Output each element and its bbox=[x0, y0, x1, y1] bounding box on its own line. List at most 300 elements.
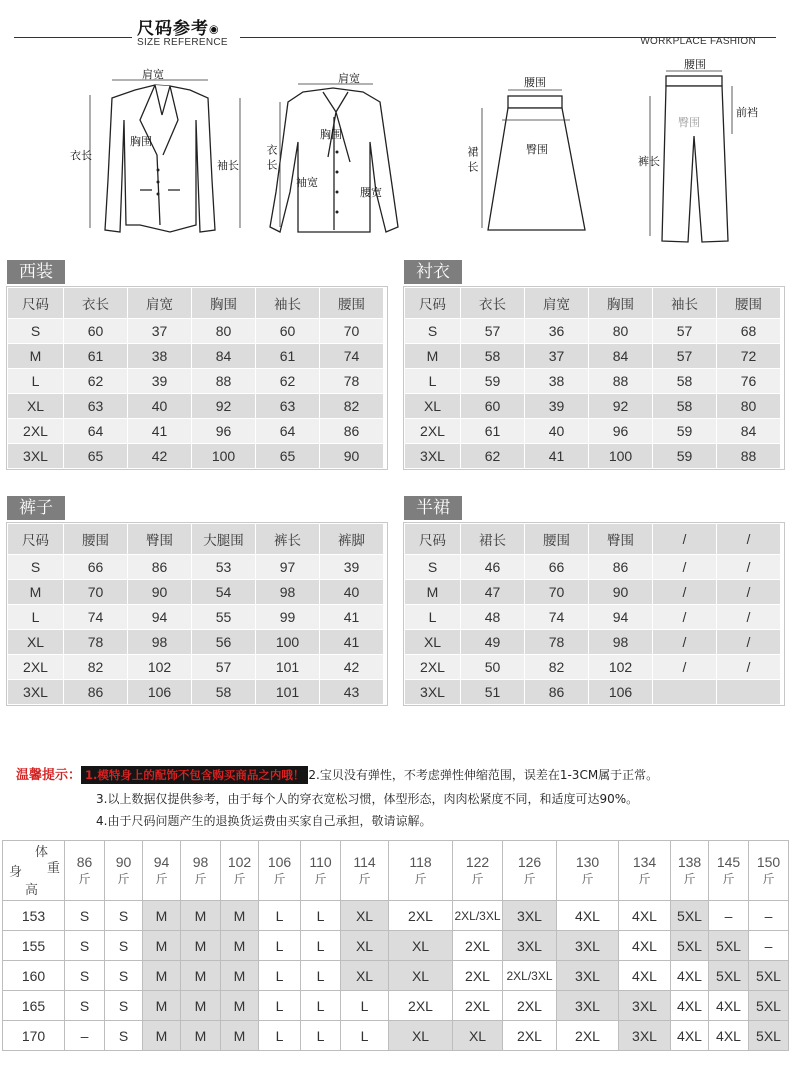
weight-unit: 斤 bbox=[523, 871, 536, 886]
table-row bbox=[405, 555, 781, 580]
pants-table-title: 裤子 bbox=[7, 496, 65, 520]
table-cell: S bbox=[405, 319, 461, 344]
height-row bbox=[3, 1021, 789, 1051]
table-cell: 100 bbox=[589, 444, 653, 469]
chart-corner bbox=[3, 841, 65, 901]
table-cell: 43 bbox=[320, 680, 384, 705]
shirt-sleeve-label: 袖宽 bbox=[296, 176, 318, 189]
corner-label: 身 bbox=[9, 864, 23, 879]
weight-unit: 斤 bbox=[414, 871, 427, 886]
table-cell: 57 bbox=[653, 319, 717, 344]
shirt-diagram bbox=[258, 62, 418, 247]
table-cell: 68 bbox=[717, 319, 781, 344]
weight-unit: 斤 bbox=[358, 871, 371, 886]
weight-unit: 斤 bbox=[762, 871, 775, 886]
size-cell: XL bbox=[453, 1021, 503, 1051]
height-row bbox=[3, 991, 789, 1021]
size-cell: – bbox=[65, 1021, 105, 1051]
header-tagline: WORKPLACE FASHION bbox=[640, 36, 756, 47]
table-cell: / bbox=[717, 655, 781, 680]
table-cell: 39 bbox=[128, 369, 192, 394]
weight-unit: 斤 bbox=[722, 871, 735, 886]
weight-value: 110 bbox=[309, 853, 332, 870]
size-cell: S bbox=[65, 991, 105, 1021]
size-cell: 2XL/3XL bbox=[503, 961, 557, 991]
table-cell: 65 bbox=[256, 444, 320, 469]
table-cell: 78 bbox=[64, 630, 128, 655]
table-cell: 57 bbox=[461, 319, 525, 344]
table-cell: 74 bbox=[525, 605, 589, 630]
shirt-size-table bbox=[403, 260, 785, 470]
skirt-length-label: 裙长 bbox=[466, 146, 479, 176]
column-header: 胸围 bbox=[589, 288, 653, 319]
table-cell: L bbox=[8, 605, 64, 630]
weight-value: 145 bbox=[716, 853, 741, 870]
table-row bbox=[8, 444, 384, 469]
weight-unit: 斤 bbox=[314, 871, 327, 886]
weight-column-header bbox=[709, 841, 749, 901]
size-cell: M bbox=[143, 931, 181, 961]
table-row bbox=[405, 369, 781, 394]
table-cell: L bbox=[405, 369, 461, 394]
weight-column-header bbox=[143, 841, 181, 901]
shirt-shoulder-label: 肩宽 bbox=[338, 72, 360, 85]
size-cell: 5XL bbox=[749, 991, 789, 1021]
tip-line-3: 4.由于尺码问题产生的退换货运费由买家自己承担，敬请谅解。 bbox=[96, 814, 432, 828]
suit-table-title: 西装 bbox=[7, 260, 65, 284]
table-row bbox=[8, 680, 384, 705]
header-rule-left bbox=[14, 37, 132, 38]
table-cell: 97 bbox=[256, 555, 320, 580]
table-cell: XL bbox=[405, 630, 461, 655]
weight-column-header bbox=[671, 841, 709, 901]
height-value: 153 bbox=[3, 901, 65, 931]
table-row bbox=[405, 444, 781, 469]
size-cell: M bbox=[181, 991, 221, 1021]
table-row bbox=[405, 394, 781, 419]
weight-unit: 斤 bbox=[233, 871, 246, 886]
table-row bbox=[8, 419, 384, 444]
size-cell: 4XL bbox=[709, 1021, 749, 1051]
skirt-size-table bbox=[403, 496, 785, 706]
weight-unit: 斤 bbox=[78, 871, 91, 886]
size-cell: 2XL bbox=[453, 991, 503, 1021]
table-cell: 58 bbox=[653, 369, 717, 394]
size-cell: 4XL bbox=[619, 901, 671, 931]
jacket-sleeve-label: 袖长 bbox=[217, 159, 239, 172]
weight-column-header bbox=[557, 841, 619, 901]
tip-accessory-notice: 1.模特身上的配饰不包含购买商品之内哦！ bbox=[81, 766, 308, 784]
size-cell: L bbox=[301, 991, 341, 1021]
table-cell: 92 bbox=[192, 394, 256, 419]
column-header: 衣长 bbox=[461, 288, 525, 319]
table-cell: 96 bbox=[192, 419, 256, 444]
size-cell: 2XL bbox=[389, 991, 453, 1021]
table-cell: L bbox=[8, 369, 64, 394]
table-cell: 78 bbox=[320, 369, 384, 394]
table-cell: 2XL bbox=[8, 419, 64, 444]
size-cell: 5XL bbox=[671, 901, 709, 931]
column-header: 尺码 bbox=[405, 288, 461, 319]
size-cell: – bbox=[749, 931, 789, 961]
table-cell: 70 bbox=[320, 319, 384, 344]
column-header: 臀围 bbox=[589, 524, 653, 555]
table-cell: 62 bbox=[256, 369, 320, 394]
table-cell: S bbox=[8, 555, 64, 580]
bullet-icon: ◉ bbox=[209, 22, 220, 36]
weight-value: 102 bbox=[227, 853, 252, 870]
pants-hip-label: 臀围 bbox=[678, 116, 700, 129]
table-cell: 88 bbox=[192, 369, 256, 394]
weight-column-header bbox=[503, 841, 557, 901]
table-cell: 58 bbox=[192, 680, 256, 705]
table-cell: 90 bbox=[128, 580, 192, 605]
pants-waist-label: 腰围 bbox=[684, 58, 706, 71]
table-header-row bbox=[8, 288, 384, 319]
pants-rise-label: 前裆 bbox=[736, 106, 758, 119]
table-row bbox=[405, 419, 781, 444]
table-cell: 66 bbox=[525, 555, 589, 580]
size-cell: 3XL bbox=[503, 901, 557, 931]
size-cell: M bbox=[181, 961, 221, 991]
size-cell: 5XL bbox=[709, 961, 749, 991]
table-cell: 42 bbox=[320, 655, 384, 680]
size-cell: M bbox=[143, 901, 181, 931]
column-header: / bbox=[653, 524, 717, 555]
weight-unit: 斤 bbox=[117, 871, 130, 886]
table-cell: 99 bbox=[256, 605, 320, 630]
table-cell: 3XL bbox=[405, 680, 461, 705]
weight-value: 130 bbox=[575, 853, 600, 870]
table-cell: 90 bbox=[589, 580, 653, 605]
table-cell: 102 bbox=[128, 655, 192, 680]
shirt-table-grid bbox=[403, 286, 785, 470]
table-cell: 86 bbox=[128, 555, 192, 580]
weight-value: 86 bbox=[76, 853, 93, 870]
table-cell: 64 bbox=[256, 419, 320, 444]
table-cell: 58 bbox=[653, 394, 717, 419]
weight-unit: 斤 bbox=[581, 871, 594, 886]
weight-value: 126 bbox=[517, 853, 542, 870]
table-cell: 2XL bbox=[405, 419, 461, 444]
table-row bbox=[8, 369, 384, 394]
page-subtitle: SIZE REFERENCE bbox=[137, 37, 228, 48]
table-cell: 42 bbox=[128, 444, 192, 469]
table-cell: 72 bbox=[717, 344, 781, 369]
table-cell: / bbox=[653, 605, 717, 630]
size-cell: XL bbox=[389, 961, 453, 991]
table-row bbox=[405, 630, 781, 655]
table-cell: 64 bbox=[64, 419, 128, 444]
size-cell: M bbox=[143, 1021, 181, 1051]
weight-header-row bbox=[3, 841, 789, 901]
size-cell: – bbox=[709, 901, 749, 931]
table-header-row bbox=[8, 524, 384, 555]
table-cell: 86 bbox=[320, 419, 384, 444]
table-cell: 80 bbox=[717, 394, 781, 419]
weight-column-header bbox=[221, 841, 259, 901]
table-cell: 59 bbox=[461, 369, 525, 394]
column-header: 大腿围 bbox=[192, 524, 256, 555]
table-cell: XL bbox=[405, 394, 461, 419]
table-cell: 82 bbox=[320, 394, 384, 419]
weight-unit: 斤 bbox=[471, 871, 484, 886]
column-header: 腰围 bbox=[64, 524, 128, 555]
size-cell: S bbox=[105, 961, 143, 991]
table-row bbox=[8, 630, 384, 655]
table-cell: 101 bbox=[256, 655, 320, 680]
size-cell: M bbox=[181, 1021, 221, 1051]
table-row bbox=[405, 605, 781, 630]
table-cell: 88 bbox=[589, 369, 653, 394]
table-cell: 48 bbox=[461, 605, 525, 630]
table-cell: / bbox=[717, 605, 781, 630]
weight-height-chart bbox=[2, 840, 789, 1051]
size-cell: M bbox=[221, 901, 259, 931]
weight-column-header bbox=[301, 841, 341, 901]
size-cell: S bbox=[65, 901, 105, 931]
skirt-hip-label: 臀围 bbox=[526, 143, 548, 156]
table-cell: 63 bbox=[64, 394, 128, 419]
table-cell: 46 bbox=[461, 555, 525, 580]
height-value: 155 bbox=[3, 931, 65, 961]
size-cell: 2XL bbox=[453, 961, 503, 991]
weight-value: 106 bbox=[267, 853, 292, 870]
size-cell: 3XL bbox=[557, 991, 619, 1021]
size-cell: L bbox=[259, 1021, 301, 1051]
column-header: 尺码 bbox=[8, 288, 64, 319]
table-cell: 90 bbox=[320, 444, 384, 469]
table-cell bbox=[653, 680, 717, 705]
table-row bbox=[405, 655, 781, 680]
column-header: 尺码 bbox=[405, 524, 461, 555]
table-cell: 61 bbox=[256, 344, 320, 369]
table-cell: / bbox=[653, 630, 717, 655]
table-cell: 70 bbox=[64, 580, 128, 605]
skirt-table-title: 半裙 bbox=[404, 496, 462, 520]
size-cell: 2XL/3XL bbox=[453, 901, 503, 931]
column-header: 裤长 bbox=[256, 524, 320, 555]
size-cell: S bbox=[105, 931, 143, 961]
size-cell: M bbox=[181, 901, 221, 931]
table-cell: / bbox=[717, 630, 781, 655]
jacket-diagram bbox=[60, 60, 260, 245]
weight-value: 150 bbox=[756, 853, 781, 870]
size-cell: 4XL bbox=[619, 931, 671, 961]
suit-table bbox=[7, 287, 384, 469]
size-cell: 5XL bbox=[671, 931, 709, 961]
table-cell: / bbox=[717, 555, 781, 580]
table-cell: / bbox=[717, 580, 781, 605]
table-cell: M bbox=[405, 344, 461, 369]
size-cell: 3XL bbox=[619, 991, 671, 1021]
table-cell: 2XL bbox=[405, 655, 461, 680]
table-cell: 2XL bbox=[8, 655, 64, 680]
suit-size-table bbox=[6, 260, 388, 470]
table-cell: 94 bbox=[128, 605, 192, 630]
table-cell: 59 bbox=[653, 444, 717, 469]
pants-length-label: 裤长 bbox=[638, 155, 660, 168]
table-cell: 38 bbox=[525, 369, 589, 394]
table-row bbox=[8, 555, 384, 580]
table-cell: 50 bbox=[461, 655, 525, 680]
table-cell: 76 bbox=[717, 369, 781, 394]
size-cell: 4XL bbox=[709, 991, 749, 1021]
pants-diagram bbox=[632, 56, 772, 248]
table-cell: 80 bbox=[589, 319, 653, 344]
size-cell: L bbox=[341, 991, 389, 1021]
weight-unit: 斤 bbox=[273, 871, 286, 886]
skirt-waist-label: 腰围 bbox=[524, 76, 546, 89]
table-cell: 94 bbox=[589, 605, 653, 630]
table-cell bbox=[717, 680, 781, 705]
tip-heading: 温馨提示： bbox=[16, 768, 82, 783]
pants-size-table bbox=[6, 496, 388, 706]
size-cell: 4XL bbox=[671, 1021, 709, 1051]
table-cell: 41 bbox=[320, 630, 384, 655]
table-cell: 36 bbox=[525, 319, 589, 344]
table-cell: 74 bbox=[320, 344, 384, 369]
skirt-table-grid bbox=[403, 522, 785, 706]
column-header: 腰围 bbox=[525, 524, 589, 555]
table-cell: 41 bbox=[525, 444, 589, 469]
size-cell: 4XL bbox=[557, 901, 619, 931]
size-cell: XL bbox=[389, 1021, 453, 1051]
size-cell: L bbox=[301, 931, 341, 961]
size-cell: S bbox=[105, 1021, 143, 1051]
table-cell: 60 bbox=[461, 394, 525, 419]
weight-column-header bbox=[65, 841, 105, 901]
weight-column-header bbox=[389, 841, 453, 901]
column-header: 腰围 bbox=[320, 288, 384, 319]
size-cell: 3XL bbox=[557, 961, 619, 991]
weight-unit: 斤 bbox=[194, 871, 207, 886]
column-header: 尺码 bbox=[8, 524, 64, 555]
shirt-table bbox=[404, 287, 781, 469]
pants-table bbox=[7, 523, 384, 705]
table-cell: L bbox=[405, 605, 461, 630]
column-header: 裙长 bbox=[461, 524, 525, 555]
jacket-shoulder-label: 肩宽 bbox=[142, 68, 164, 81]
table-cell: / bbox=[653, 580, 717, 605]
tip-line-2: 3.以上数据仅提供参考，由于每个人的穿衣宽松习惯，体型形态，肉肉松紧度不同，和适度可达90%。 bbox=[96, 792, 639, 806]
table-cell: 98 bbox=[589, 630, 653, 655]
table-cell: 62 bbox=[461, 444, 525, 469]
weight-value: 94 bbox=[153, 853, 170, 870]
size-cell: 5XL bbox=[749, 1021, 789, 1051]
size-cell: L bbox=[301, 1021, 341, 1051]
table-cell: 39 bbox=[320, 555, 384, 580]
column-header: / bbox=[717, 524, 781, 555]
table-cell: S bbox=[405, 555, 461, 580]
table-cell: 49 bbox=[461, 630, 525, 655]
size-cell: – bbox=[749, 901, 789, 931]
size-cell: XL bbox=[389, 931, 453, 961]
pants-table-grid bbox=[6, 522, 388, 706]
table-cell: 70 bbox=[525, 580, 589, 605]
weight-value: 122 bbox=[465, 853, 490, 870]
skirt-table bbox=[404, 523, 781, 705]
table-cell: 54 bbox=[192, 580, 256, 605]
table-cell: M bbox=[8, 344, 64, 369]
table-cell: 41 bbox=[320, 605, 384, 630]
size-cell: L bbox=[341, 1021, 389, 1051]
size-cell: L bbox=[259, 901, 301, 931]
table-cell: 53 bbox=[192, 555, 256, 580]
table-cell: 80 bbox=[192, 319, 256, 344]
table-cell: 3XL bbox=[8, 444, 64, 469]
size-cell: XL bbox=[341, 901, 389, 931]
size-cell: S bbox=[105, 991, 143, 1021]
skirt-diagram bbox=[460, 70, 610, 240]
size-cell: L bbox=[301, 961, 341, 991]
weight-unit: 斤 bbox=[638, 871, 651, 886]
weight-column-header bbox=[749, 841, 789, 901]
table-cell: 96 bbox=[589, 419, 653, 444]
size-cell: L bbox=[259, 991, 301, 1021]
table-cell: 88 bbox=[717, 444, 781, 469]
table-cell: XL bbox=[8, 394, 64, 419]
column-header: 臀围 bbox=[128, 524, 192, 555]
corner-label: 重 bbox=[47, 860, 61, 875]
table-header-row bbox=[405, 288, 781, 319]
shirt-illustration bbox=[258, 62, 418, 247]
size-cell: M bbox=[221, 1021, 259, 1051]
tip-elasticity: 2.宝贝没有弹性，不考虑弹性伸缩范围，误差在1-3CM属于正常。 bbox=[308, 768, 659, 782]
table-cell: 78 bbox=[525, 630, 589, 655]
size-cell: 2XL bbox=[389, 901, 453, 931]
weight-column-header bbox=[181, 841, 221, 901]
table-row bbox=[405, 344, 781, 369]
shirt-waist-label: 腰宽 bbox=[360, 186, 382, 199]
table-row bbox=[8, 580, 384, 605]
page-title: 尺码参考◉ bbox=[137, 19, 220, 39]
size-cell: 2XL bbox=[503, 1021, 557, 1051]
table-row bbox=[405, 680, 781, 705]
size-cell: 5XL bbox=[749, 961, 789, 991]
table-cell: 100 bbox=[256, 630, 320, 655]
weight-value: 134 bbox=[632, 853, 657, 870]
size-cell: 3XL bbox=[557, 931, 619, 961]
size-cell: 4XL bbox=[671, 961, 709, 991]
table-cell: 38 bbox=[128, 344, 192, 369]
height-row bbox=[3, 901, 789, 931]
table-cell: 58 bbox=[461, 344, 525, 369]
shirt-length-label: 衣长 bbox=[265, 144, 278, 174]
size-cell: 3XL bbox=[619, 1021, 671, 1051]
shirt-chest-label: 胸围 bbox=[320, 128, 342, 141]
table-cell: / bbox=[653, 655, 717, 680]
size-cell: M bbox=[143, 991, 181, 1021]
size-cell: L bbox=[301, 901, 341, 931]
size-cell: M bbox=[221, 961, 259, 991]
size-cell: 5XL bbox=[709, 931, 749, 961]
table-cell: 82 bbox=[525, 655, 589, 680]
table-row bbox=[8, 394, 384, 419]
table-cell: 56 bbox=[192, 630, 256, 655]
shirt-table-title: 衬衣 bbox=[404, 260, 462, 284]
table-cell: 55 bbox=[192, 605, 256, 630]
weight-value: 114 bbox=[353, 853, 376, 870]
size-cell: L bbox=[259, 961, 301, 991]
table-cell: 37 bbox=[128, 319, 192, 344]
table-header-row bbox=[405, 524, 781, 555]
table-cell: 86 bbox=[525, 680, 589, 705]
table-cell: 98 bbox=[256, 580, 320, 605]
weight-unit: 斤 bbox=[155, 871, 168, 886]
table-row bbox=[8, 605, 384, 630]
tip-line-1 bbox=[16, 764, 658, 783]
